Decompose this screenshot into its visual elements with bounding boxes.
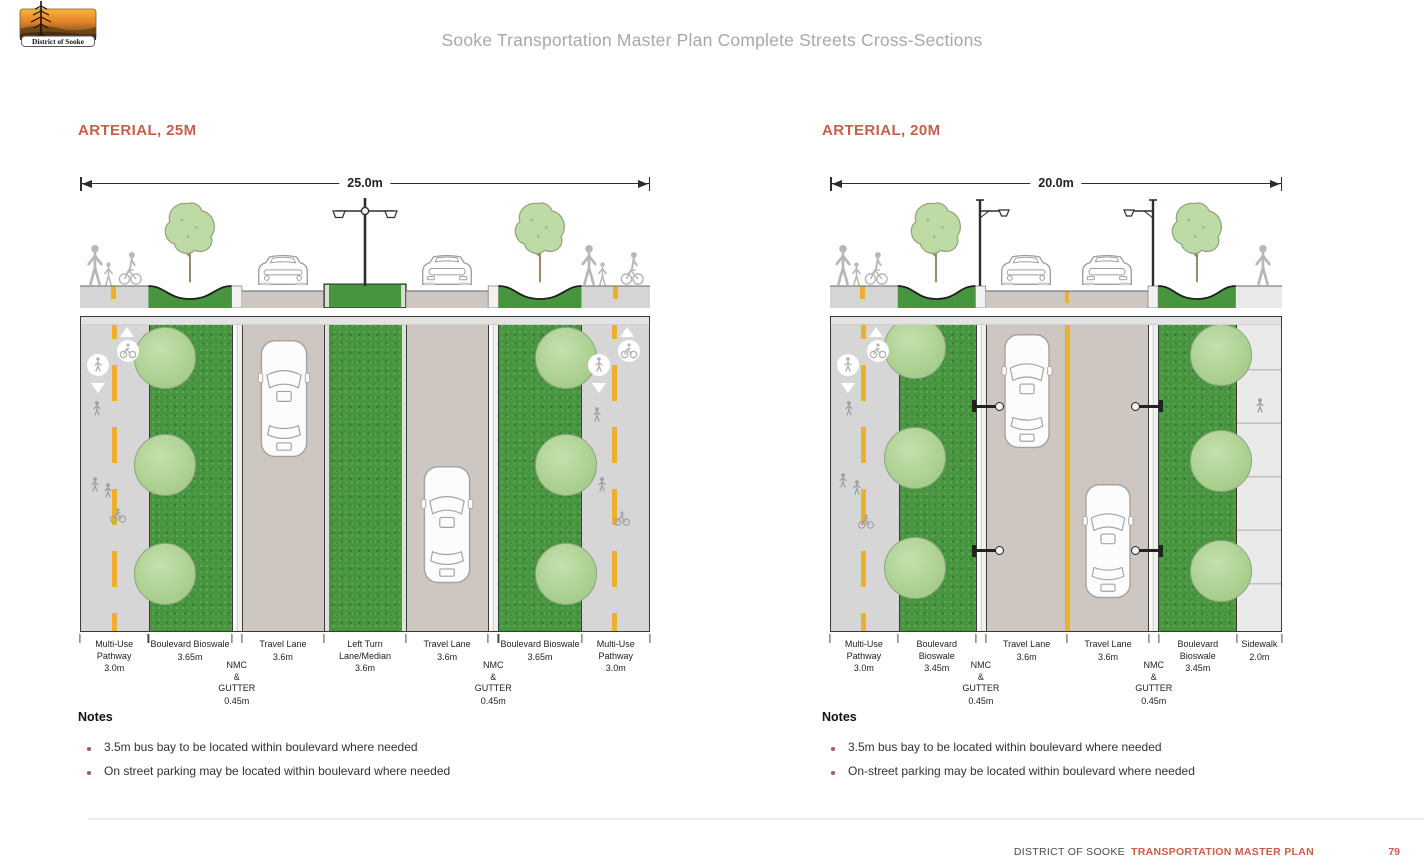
lane-width: 3.6m <box>354 663 375 674</box>
lane-bioswale <box>498 317 581 631</box>
page-title: Sooke Transportation Master Plan Complete Streets Cross-Sections <box>441 30 983 50</box>
arrow-up-icon <box>620 327 634 337</box>
bike-badge-icon <box>617 339 641 363</box>
car-top-icon <box>1080 483 1136 599</box>
car-rear-icon <box>423 256 472 286</box>
note-item <box>78 740 678 764</box>
pathway-badges <box>831 327 899 417</box>
logo-text: District of Sooke <box>32 37 84 47</box>
lane-name: NMC & GUTTER <box>474 660 512 694</box>
lane-label <box>406 634 488 663</box>
child-pedestrian-icon <box>599 262 606 285</box>
lane-name: Multi-Use Pathway <box>596 639 635 661</box>
lane-name: Boulevard Bioswale <box>150 639 230 649</box>
label-tick <box>829 634 830 643</box>
lane-width: 2.0m <box>1249 651 1270 662</box>
bullet-icon <box>831 747 835 751</box>
cyclist-icon <box>119 252 141 284</box>
car-front-icon <box>1002 256 1051 286</box>
lane-name: Boulevard Bioswale <box>500 639 580 649</box>
lane-width: 0.45m <box>1141 695 1167 706</box>
note-text: 3.5m bus bay to be located within boulevard where needed <box>104 740 418 754</box>
label-tick <box>231 634 232 643</box>
cyclist-icon <box>865 252 887 284</box>
lane-label <box>1159 634 1237 675</box>
lane-width: 3.0m <box>104 663 125 674</box>
label-tick <box>1236 634 1237 643</box>
section-arterial-20m <box>822 122 1292 812</box>
lane-width: 3.6m <box>1097 651 1118 662</box>
lane-name: NMC & GUTTER <box>962 660 1000 694</box>
lane-bioswale <box>1158 317 1236 631</box>
notes-list <box>78 740 678 788</box>
lane-label <box>242 634 324 663</box>
label-tick <box>985 634 986 643</box>
tree-icon <box>134 543 196 605</box>
footer-divider <box>88 818 1424 820</box>
pathway-badges <box>582 327 649 417</box>
elevation-drawing-25m <box>80 190 650 308</box>
lane-label <box>1067 634 1148 663</box>
lane-gutter <box>488 317 498 631</box>
streetlight-icon <box>333 198 397 286</box>
plan-view-20m <box>830 316 1282 632</box>
pedestrian-icon <box>101 482 116 503</box>
tree-icon <box>535 434 597 496</box>
lane-median <box>324 317 406 631</box>
tree-icon <box>535 543 597 605</box>
bullet-icon <box>831 771 835 775</box>
label-tick <box>649 634 650 643</box>
lane-width: 3.6m <box>1016 651 1037 662</box>
lane-width: 3.65m <box>177 651 203 662</box>
section-heading: ARTERIAL, 25M <box>78 122 197 139</box>
lane-gutter <box>976 317 986 631</box>
arrow-down-icon <box>592 383 606 393</box>
lane-name: Travel Lane <box>1003 639 1051 649</box>
notes-heading: Notes <box>78 710 113 724</box>
cyclist-icon <box>110 508 127 528</box>
label-tick <box>405 634 406 643</box>
tree-icon <box>134 434 196 496</box>
lane-name: Boulevard Bioswale <box>1177 639 1219 661</box>
arrow-up-icon <box>120 327 134 337</box>
label-tick <box>323 634 324 643</box>
child-pedestrian-icon <box>853 262 860 285</box>
lane-width: 3.0m <box>853 663 874 674</box>
streetlight-icon <box>973 549 997 552</box>
note-item <box>822 740 1292 764</box>
lane-labels-25m <box>80 634 650 720</box>
bike-badge-icon <box>866 339 890 363</box>
label-tick <box>1281 634 1282 643</box>
tree-icon <box>911 203 960 282</box>
label-tick <box>1158 634 1159 643</box>
lane-label <box>986 634 1067 663</box>
walk-badge-icon <box>587 353 611 377</box>
notes-list <box>822 740 1292 788</box>
label-tick <box>241 634 242 643</box>
car-rear-icon <box>1083 256 1132 286</box>
car-top-icon <box>999 333 1055 449</box>
section-heading: ARTERIAL, 20M <box>822 122 941 139</box>
footer <box>0 846 1424 862</box>
tree-icon <box>1172 203 1221 282</box>
lane-travel <box>1067 317 1148 631</box>
pedestrian-icon <box>1257 245 1270 284</box>
note-item <box>78 764 678 788</box>
lane-name: Multi-Use Pathway <box>95 639 134 661</box>
note-text: On-street parking may be located within boulevard where needed <box>848 764 1195 778</box>
lane-label <box>148 634 231 663</box>
lane-name: Travel Lane <box>423 639 471 649</box>
footer-doc-title: TRANSPORTATION MASTER PLAN <box>1131 846 1314 858</box>
lane-width: 3.6m <box>272 651 293 662</box>
arrow-down-icon <box>841 383 855 393</box>
pathway-badges <box>81 327 149 417</box>
lane-width: 3.6m <box>437 651 458 662</box>
arrow-up-icon <box>869 327 883 337</box>
lane-label <box>830 634 898 675</box>
label-tick <box>148 634 149 643</box>
lane-width: 3.45m <box>1185 663 1211 674</box>
lane-travel <box>986 317 1067 631</box>
pedestrian-icon <box>89 245 102 284</box>
lane-width: 3.45m <box>924 663 950 674</box>
lane-width: 0.45m <box>480 695 506 706</box>
streetlight-icon <box>1138 405 1162 408</box>
lane-bioswale <box>899 317 977 631</box>
bike-badge-icon <box>116 339 140 363</box>
lane-labels-20m <box>830 634 1282 720</box>
total-width-label: 20.0m <box>1030 176 1081 191</box>
pedestrian-icon <box>849 479 864 500</box>
lane-label <box>498 634 581 663</box>
total-width-label: 25.0m <box>339 176 390 191</box>
lane-name: Boulevard Bioswale <box>916 639 958 661</box>
notes-heading: Notes <box>822 710 857 724</box>
cyclist-icon <box>614 511 631 531</box>
lane-label <box>582 634 650 675</box>
tree-icon <box>884 537 946 599</box>
lane-name: Travel Lane <box>259 639 307 649</box>
note-text: 3.5m bus bay to be located within boulevard where needed <box>848 740 1162 754</box>
lane-name: Left Turn Lane/Median <box>338 639 392 661</box>
walk-badge-icon <box>836 353 860 377</box>
car-top-icon <box>255 339 312 458</box>
road-centerline <box>1065 317 1070 631</box>
footer-org: DISTRICT OF SOOKE <box>1013 846 1125 858</box>
lane-label <box>324 634 406 675</box>
label-tick <box>581 634 582 643</box>
child-pedestrian-icon <box>105 262 112 285</box>
lane-width: 3.0m <box>605 663 626 674</box>
lane-width: 3.65m <box>527 651 553 662</box>
tree-icon <box>165 203 214 282</box>
page-number: 79 <box>1388 846 1400 858</box>
tree-icon <box>1190 430 1252 492</box>
car-top-icon <box>419 465 476 584</box>
lane-gutter <box>1148 317 1158 631</box>
pedestrian-icon <box>1252 398 1267 419</box>
label-tick <box>1148 634 1149 643</box>
bullet-icon <box>87 771 91 775</box>
lane-name: Sidewalk <box>1241 639 1278 649</box>
tree-icon <box>884 427 946 489</box>
label-tick <box>1067 634 1068 643</box>
lane-label <box>80 634 148 675</box>
note-text: On street parking may be located within boulevard where needed <box>104 764 451 778</box>
cyclist-icon <box>858 514 875 534</box>
ground-strip <box>80 284 650 308</box>
elevation-drawing-20m <box>830 190 1282 308</box>
label-tick <box>488 634 489 643</box>
tree-icon <box>515 203 564 282</box>
plan-view-25m <box>80 316 650 632</box>
lane-bioswale <box>149 317 232 631</box>
lane-name: Multi-Use Pathway <box>844 639 883 661</box>
streetlight-icon <box>1138 549 1162 552</box>
tree-icon <box>1190 324 1252 386</box>
lane-travel <box>406 317 488 631</box>
lane-gutter <box>232 317 242 631</box>
lane-width: 0.45m <box>224 695 250 706</box>
note-item <box>822 764 1292 788</box>
arrow-down-icon <box>91 383 105 393</box>
label-tick <box>975 634 976 643</box>
walk-badge-icon <box>86 353 110 377</box>
label-tick <box>498 634 499 643</box>
car-front-icon <box>259 256 308 286</box>
streetlight-icon <box>973 405 997 408</box>
lane-name: Travel Lane <box>1084 639 1132 649</box>
cyclist-icon <box>621 252 643 284</box>
label-tick <box>79 634 80 643</box>
label-tick <box>897 634 898 643</box>
pedestrian-icon <box>583 245 596 284</box>
lane-label <box>1237 634 1282 663</box>
lane-name: NMC & GUTTER <box>218 660 256 694</box>
lane-name: NMC & GUTTER <box>1135 660 1173 694</box>
bullet-icon <box>87 747 91 751</box>
lane-width: 0.45m <box>968 695 994 706</box>
pedestrian-icon <box>837 245 850 284</box>
tree-icon <box>1190 540 1252 602</box>
pedestrian-icon <box>594 476 609 497</box>
lane-travel <box>242 317 324 631</box>
section-arterial-25m <box>78 122 678 812</box>
ground-strip <box>830 286 1282 308</box>
